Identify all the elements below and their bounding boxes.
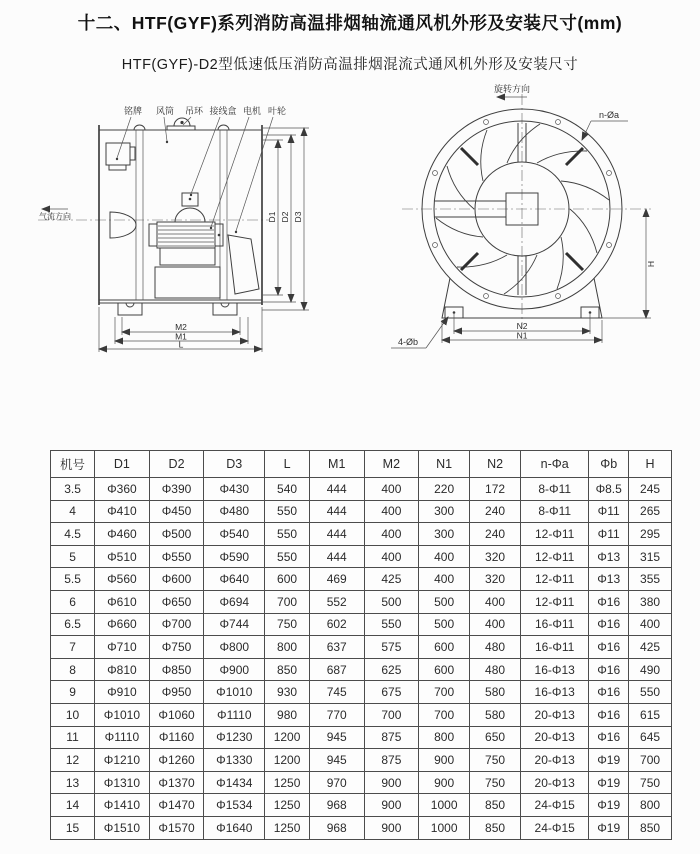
table-cell: 400 [364,478,419,501]
column-header: H [629,451,672,478]
table-cell: 580 [470,681,521,704]
table-row [51,523,672,546]
table-cell: Φ16 [589,636,629,659]
table-cell: Φ660 [95,613,150,636]
table-cell: 12 [51,749,95,772]
table-cell: 1250 [265,794,310,817]
table-cell: Φ910 [95,681,150,704]
side-view-callouts [39,105,286,233]
table-cell: 552 [309,590,364,613]
table-cell: 550 [265,500,310,523]
table-cell: Φ1534 [204,794,265,817]
table-cell: 3.5 [51,478,95,501]
table-cell: 540 [265,478,310,501]
table-row [51,478,672,501]
dim-n2-label: N2 [516,321,528,331]
table-cell: 1250 [265,816,310,839]
table-cell: 750 [629,771,672,794]
table-cell: 800 [419,726,470,749]
table-cell: Φ450 [149,500,204,523]
table-cell: 4 [51,500,95,523]
table-row [51,703,672,726]
table-cell: Φ500 [149,523,204,546]
junction-box-label: 接线盒 [209,106,237,116]
table-cell: 675 [364,681,419,704]
rotation-direction-label: 旋转方向 [493,84,531,94]
table-cell: 850 [470,794,521,817]
table-row [51,749,672,772]
table-cell: 480 [470,658,521,681]
table-cell: 700 [419,703,470,726]
table-cell: Φ810 [95,658,150,681]
table-cell: Φ1110 [204,703,265,726]
nameplate-label: 铭牌 [123,106,143,116]
table-cell: 945 [309,726,364,749]
column-header: Φb [589,451,629,478]
table-row [51,590,672,613]
table-cell: Φ1110 [95,726,150,749]
table-cell: Φ410 [95,500,150,523]
dim-h-label: H [646,260,656,268]
table-cell: Φ1570 [149,816,204,839]
table-cell: 13 [51,771,95,794]
table-cell: 265 [629,500,672,523]
table-cell: 700 [629,749,672,772]
table-cell: 900 [364,771,419,794]
front-view-drawing [385,82,695,372]
table-row [51,794,672,817]
table-cell: Φ480 [204,500,265,523]
table-cell: 580 [470,703,521,726]
table-cell: 20-Φ13 [521,749,589,772]
table-cell: Φ1470 [149,794,204,817]
table-cell: 400 [470,613,521,636]
table-cell: 600 [419,636,470,659]
table-cell: 7 [51,636,95,659]
column-header: D2 [149,451,204,478]
table-cell: Φ850 [149,658,204,681]
table-cell: Φ640 [204,568,265,591]
table-cell: Φ16 [589,681,629,704]
table-cell: 850 [265,658,310,681]
table-cell: 400 [364,500,419,523]
table-cell: 500 [419,590,470,613]
table-cell: 20-Φ13 [521,771,589,794]
table-cell: 602 [309,613,364,636]
table-cell: Φ19 [589,749,629,772]
table-cell: 315 [629,545,672,568]
table-row [51,681,672,704]
table-cell: 550 [265,523,310,546]
table-cell: 980 [265,703,310,726]
table-cell: 875 [364,726,419,749]
table-cell: 24-Φ15 [521,794,589,817]
table-cell: 575 [364,636,419,659]
table-cell: Φ16 [589,703,629,726]
table-cell: 850 [629,816,672,839]
table-cell: 490 [629,658,672,681]
table-row [51,636,672,659]
bolt-hole-count-label: n-Øa [598,110,620,120]
page-title: 十二、HTF(GYF)系列消防高温排烟轴流通风机外形及安装尺寸(mm) [77,13,623,33]
table-cell: Φ1260 [149,749,204,772]
table-cell: Φ694 [204,590,265,613]
table-cell: 600 [265,568,310,591]
table-cell: Φ16 [589,726,629,749]
table-cell: Φ1640 [204,816,265,839]
table-cell: 1200 [265,749,310,772]
table-cell: 240 [470,523,521,546]
table-cell: Φ700 [149,613,204,636]
table-cell: 16-Φ11 [521,613,589,636]
table-cell: 10 [51,703,95,726]
table-cell: Φ1210 [95,749,150,772]
table-row [51,545,672,568]
table-cell: 24-Φ15 [521,816,589,839]
table-cell: Φ550 [149,545,204,568]
table-cell: Φ510 [95,545,150,568]
motor-label: 电机 [242,106,262,116]
table-cell: 930 [265,681,310,704]
table-cell: 750 [470,749,521,772]
impeller-label: 叶轮 [267,106,287,116]
table-cell: 970 [309,771,364,794]
table-cell: Φ1010 [95,703,150,726]
table-cell: 320 [470,545,521,568]
column-header: M2 [364,451,419,478]
column-header: n-Φa [521,451,589,478]
table-cell: Φ750 [149,636,204,659]
table-cell: Φ744 [204,613,265,636]
table-cell: 320 [470,568,521,591]
table-cell: 687 [309,658,364,681]
dim-d1-label: D1 [267,211,277,223]
table-row [51,658,672,681]
table-cell: Φ1370 [149,771,204,794]
table-cell: Φ11 [589,523,629,546]
table-cell: Φ13 [589,545,629,568]
table-cell: Φ710 [95,636,150,659]
dimension-table [50,450,672,840]
foot-hole-label: 4-Øb [397,337,419,347]
table-cell: Φ540 [204,523,265,546]
table-cell: Φ800 [204,636,265,659]
table-cell: 800 [629,794,672,817]
table-cell: Φ460 [95,523,150,546]
table-row [51,500,672,523]
table-cell: Φ11 [589,500,629,523]
table-cell: 20-Φ13 [521,703,589,726]
table-cell: 5 [51,545,95,568]
table-cell: 11 [51,726,95,749]
table-cell: 16-Φ11 [521,636,589,659]
table-cell: 172 [470,478,521,501]
table-cell: Φ900 [204,658,265,681]
table-cell: 550 [265,545,310,568]
lifting-ring-label: 吊环 [184,106,204,116]
table-cell: 700 [265,590,310,613]
table-cell: 900 [419,749,470,772]
column-header: N2 [470,451,521,478]
table-cell: 400 [364,523,419,546]
table-cell: 400 [629,613,672,636]
table-cell: 4.5 [51,523,95,546]
table-header-row [51,451,672,478]
table-cell: 15 [51,816,95,839]
table-cell: 1000 [419,794,470,817]
table-cell: Φ610 [95,590,150,613]
duct-label: 风筒 [155,106,175,116]
table-cell: 770 [309,703,364,726]
dim-m1-label: M1 [175,331,187,342]
table-cell: 6 [51,590,95,613]
table-cell: 300 [419,523,470,546]
table-cell: 12-Φ11 [521,590,589,613]
table-row [51,568,672,591]
table-cell: Φ16 [589,658,629,681]
table-cell: 900 [419,771,470,794]
dim-n1-label: N1 [516,330,528,341]
table-cell: 469 [309,568,364,591]
dim-d3-label: D3 [293,211,303,223]
table-cell: Φ950 [149,681,204,704]
side-view-drawing [30,85,360,370]
table-cell: Φ19 [589,816,629,839]
table-cell: 1000 [419,816,470,839]
table-cell: 444 [309,500,364,523]
table-cell: Φ360 [95,478,150,501]
table-cell: 500 [419,613,470,636]
table-cell: Φ1330 [204,749,265,772]
table-cell: 968 [309,816,364,839]
table-cell: Φ19 [589,771,629,794]
table-cell: 300 [419,500,470,523]
table-cell: 8-Φ11 [521,500,589,523]
column-header: 机号 [51,451,95,478]
table-cell: Φ1434 [204,771,265,794]
table-cell: Φ1230 [204,726,265,749]
table-cell: 355 [629,568,672,591]
table-cell: 968 [309,794,364,817]
table-cell: 945 [309,749,364,772]
table-cell: 16-Φ13 [521,681,589,704]
table-cell: 9 [51,681,95,704]
column-header: L [265,451,310,478]
table-cell: 900 [364,816,419,839]
table-row [51,816,672,839]
table-cell: 16-Φ13 [521,658,589,681]
table-cell: 12-Φ11 [521,523,589,546]
table-cell: 1200 [265,726,310,749]
table-cell: 444 [309,523,364,546]
table-cell: 850 [470,816,521,839]
table-cell: 650 [470,726,521,749]
table-row [51,771,672,794]
table-cell: 14 [51,794,95,817]
column-header: D1 [95,451,150,478]
table-cell: 750 [470,771,521,794]
table-cell: 615 [629,703,672,726]
table-cell: 550 [629,681,672,704]
table-cell: 700 [364,703,419,726]
table-cell: 500 [364,590,419,613]
column-header: M1 [309,451,364,478]
table-cell: 637 [309,636,364,659]
table-cell: 400 [364,545,419,568]
table-cell: 425 [364,568,419,591]
table-cell: 745 [309,681,364,704]
table-cell: 240 [470,500,521,523]
table-cell: 400 [419,568,470,591]
table-cell: 20-Φ13 [521,726,589,749]
table-cell: Φ8.5 [589,478,629,501]
table-cell: 480 [470,636,521,659]
table-cell: 400 [419,545,470,568]
table-cell: 400 [470,590,521,613]
table-cell: Φ650 [149,590,204,613]
table-row [51,726,672,749]
table-cell: 600 [419,658,470,681]
table-cell: Φ13 [589,568,629,591]
table-cell: Φ1060 [149,703,204,726]
table-cell: Φ16 [589,590,629,613]
side-view-geometry [38,118,270,315]
table-cell: 425 [629,636,672,659]
table-cell: 750 [265,613,310,636]
table-cell: 800 [265,636,310,659]
column-header: D3 [204,451,265,478]
table-cell: Φ560 [95,568,150,591]
front-view-geometry [402,94,651,328]
table-cell: 444 [309,478,364,501]
table-cell: 245 [629,478,672,501]
table-body [51,478,672,840]
table-cell: 444 [309,545,364,568]
table-cell: 1250 [265,771,310,794]
front-view-dimensions [442,209,656,343]
table-cell: 700 [419,681,470,704]
column-header: N1 [419,451,470,478]
dim-d2-label: D2 [280,211,290,223]
page-subtitle: HTF(GYF)-D2型低速低压消防高温排烟混流式通风机外形及安装尺寸 [121,57,579,73]
dim-m2-label: M2 [175,322,187,332]
table-cell: Φ1160 [149,726,204,749]
table-cell: 295 [629,523,672,546]
table-cell: 875 [364,749,419,772]
table-cell: 645 [629,726,672,749]
table-cell: 12-Φ11 [521,568,589,591]
table-cell: Φ1410 [95,794,150,817]
table-cell: 6.5 [51,613,95,636]
table-cell: Φ1010 [204,681,265,704]
table-cell: Φ390 [149,478,204,501]
table-cell: Φ590 [204,545,265,568]
table-cell: 5.5 [51,568,95,591]
table-cell: 12-Φ11 [521,545,589,568]
table-cell: Φ430 [204,478,265,501]
dim-l-label: L [178,339,184,350]
table-cell: 380 [629,590,672,613]
table-row [51,613,672,636]
table-cell: Φ1510 [95,816,150,839]
table-cell: 8 [51,658,95,681]
table-cell: 550 [364,613,419,636]
table-cell: 625 [364,658,419,681]
table-cell: 220 [419,478,470,501]
table-cell: Φ19 [589,794,629,817]
airflow-direction-label: 气流方向 [39,212,71,221]
table-cell: Φ16 [589,613,629,636]
table-cell: 900 [364,794,419,817]
table-cell: Φ600 [149,568,204,591]
table-cell: Φ1310 [95,771,150,794]
table-cell: 8-Φ11 [521,478,589,501]
